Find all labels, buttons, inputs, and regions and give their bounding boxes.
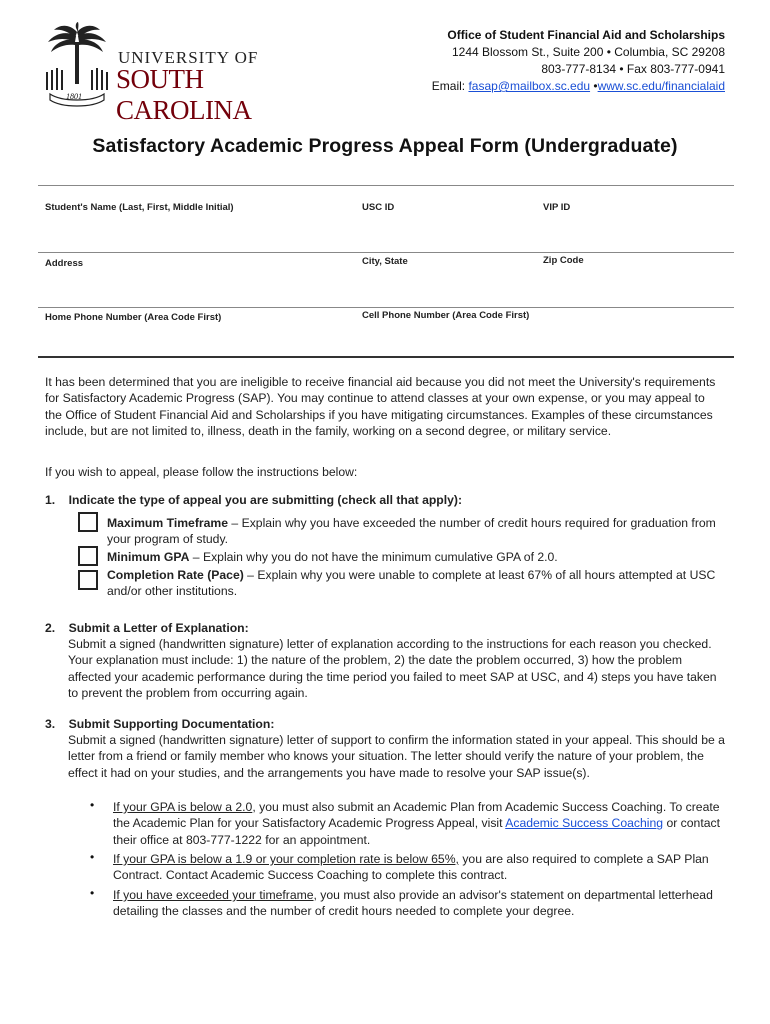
bullet-3-marker: • [90,886,95,900]
step3-title: Submit Supporting Documentation: [68,717,275,731]
option-min-gpa-title: Minimum GPA [107,550,190,564]
bullet-3-lead: If you have exceeded your timeframe [113,888,314,902]
email-link[interactable]: fasap@mailbox.sc.edu [468,79,591,93]
step1-title: Indicate the type of appeal you are submitting (check all that apply): [68,493,463,507]
address-row-input[interactable] [38,270,734,307]
option-min-gpa [107,549,717,565]
bullet-gpa-below-2 [113,799,725,848]
cell-phone-label: Cell Phone Number (Area Code First) [362,310,530,321]
office-email-line [325,78,725,95]
office-contact-block [325,27,725,95]
office-phone: 803-777-8134 • Fax 803-777-0941 [541,62,725,76]
row2-divider [38,307,734,308]
bullet-3-text: , you must also provide an advisor's statement on departmental letterhead detailing the classes and the number of credit hours needed to complete your degree. [113,888,713,919]
student-name-label: Student's Name (Last, First, Middle Initial) [45,202,234,213]
intro-paragraph: It has been determined that you are ineligible to receive financial aid because you did not meet the University's requirements for Satisfactory Academic Progress (SAP). You may continue to attend classes at your own expense, or you may appeal to the Office of Student Financial Aid and Scholarships if you have mitigating circumstances. Examples of these circumstances include, but are not limited to, illness, death in the family, working on a second degree, or military service. [45,375,716,438]
form-bottom-divider [38,356,734,358]
academic-success-coaching-link[interactable]: Academic Success Coaching [505,816,664,831]
step1-number: 1. [45,493,56,507]
step2-number: 2. [45,621,56,635]
bullet-exceeded-timeframe [113,887,725,920]
bullet-2-lead: If your GPA is below a 1.9 or your completion rate is below 65%, [113,852,459,866]
website-link[interactable]: www.sc.edu/financialaid [597,79,725,93]
completion-rate-checkbox[interactable] [78,570,98,590]
bullet-2-marker: • [90,850,95,864]
vip-id-label: VIP ID [543,202,571,213]
step3-number: 3. [45,717,56,731]
home-phone-label: Home Phone Number (Area Code First) [45,312,222,323]
office-title: Office of Student Financial Aid and Scholarships [447,28,725,42]
step2-heading [45,620,725,636]
website-separator: • [593,79,598,93]
max-timeframe-checkbox[interactable] [78,512,98,532]
phone-row-input[interactable] [38,324,734,356]
min-gpa-checkbox[interactable] [78,546,98,566]
step2-text: Submit a signed (handwritten signature) letter of explanation according to the instructions for each reason you checked. Your explanation must include: 1) the nature of the problem, 2) the date the problem occurred, 3) how the problem affected your academic performance during the time period you failed to meet SAP at USC, and 4) steps you have taken to prevent the problem from occurring again. [68,637,717,700]
bullet-1-marker: • [90,798,95,812]
option-max-timeframe-text: – Explain why you have exceeded the number of credit hours required for graduation from your program of study. [107,516,716,547]
instructions-lead: If you wish to appeal, please follow the instructions below: [45,465,358,479]
step3-text: Submit a signed (handwritten signature) letter of support to confirm the information stated in your appeal. This should be a letter from a friend or family member who knows your situation. The letter should verify the nature of your problem, the effect it had on your studies, and the arrangements you have made to resolve your SAP issue(s). [68,733,725,780]
bullet-1-tail: or contact their office at 803-777-1222 for an appointment. [113,816,720,847]
bullet-gpa-below-1-9 [113,851,725,884]
step1-heading [45,492,725,508]
option-max-timeframe [107,515,717,548]
page-title: Satisfactory Academic Progress Appeal Form (Undergraduate) [92,135,678,157]
step2-title: Submit a Letter of Explanation: [68,621,249,635]
logo-university-of: UNIVERSITY OF [118,48,259,67]
logo-year: 1801 [66,92,82,101]
option-max-timeframe-title: Maximum Timeframe [107,516,229,530]
option-completion-rate-text: – Explain why you were unable to complete at least 67% of all hours attempted at USC and/or other institutions. [107,568,716,599]
bullet-2-text: you are also required to complete a SAP Plan Contract. Contact Academic Success Coaching to complete this contract. [113,852,709,883]
student-name-row-input[interactable] [38,212,734,252]
option-completion-rate [107,567,717,600]
email-label: Email: [431,79,466,93]
bullet-1-lead: If your GPA is below a 2.0 [113,800,253,814]
university-logo [42,22,342,125]
option-completion-rate-title: Completion Rate (Pace) [107,568,244,582]
row1-divider [38,252,734,253]
address-label: Address [45,258,84,269]
city-state-label: City, State [362,256,408,267]
usc-id-label: USC ID [362,202,395,213]
form-top-divider [38,185,734,186]
option-min-gpa-text: – Explain why you do not have the minimum cumulative GPA of 2.0. [189,550,558,564]
logo-south-carolina: SOUTH CAROLINA [116,64,252,125]
office-address: 1244 Blossom St., Suite 200 • Columbia, SC 29208 [451,45,725,59]
zip-code-label: Zip Code [543,255,584,266]
step3-heading [45,716,725,732]
bullet-1-text: , you must also submit an Academic Plan from Academic Success Coaching. To create the Academic Plan for your Satisfactory Academic Progress Appeal, visit [113,800,720,831]
